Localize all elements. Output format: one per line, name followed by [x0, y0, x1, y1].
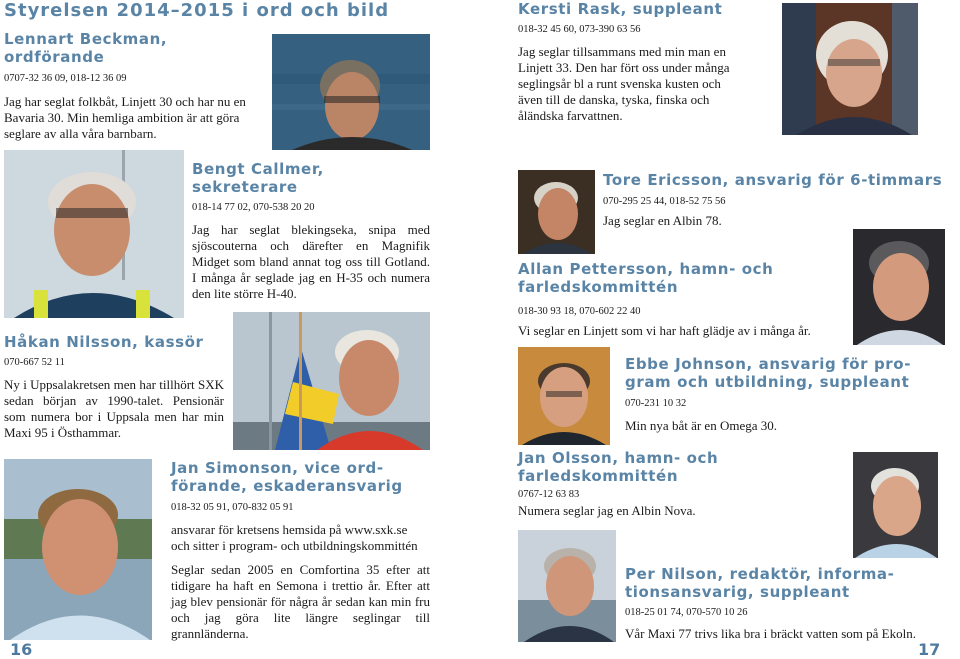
page-number-left: 16 — [10, 640, 33, 659]
bio-jan-olsson: Numera seglar jag en Albin Nova. — [518, 503, 696, 518]
person-heading-per: Per Nilson, redaktör, informa- tionsansvarig, suppleant — [625, 565, 895, 601]
bio-jan-simonson-role: ansvarar för kretsens hemsida på www.sxk.se och sitter i program- och utbildningskommittén — [171, 522, 418, 553]
phone-allan: 018-30 93 18, 070-602 22 40 — [518, 306, 641, 317]
bio-bengt: Jag har seglat blekingseka, snipa med sjöscouterna och därefter en Magnifik Midget som bland annat tog oss till Gotland. I många år seglade jag en H-35 och numera den lite större H-40. — [192, 222, 430, 301]
bio-lennart: Jag har seglat folkbåt, Linjett 30 och har nu en Bavaria 30. Min hemliga ambition är att göra seglare av alla våra barnbarn. — [4, 94, 246, 141]
phone-per: 018-25 01 74, 070-570 10 26 — [625, 607, 748, 618]
person-heading-jan-olsson: Jan Olsson, hamn- och farledskommittén — [518, 449, 719, 485]
bio-per: Vår Maxi 77 trivs lika bra i bräckt vatten som på Ekoln. — [625, 626, 916, 641]
photo-lennart — [272, 34, 430, 150]
phone-hakan: 070-667 52 11 — [4, 357, 65, 368]
photo-jan-olsson — [853, 452, 938, 558]
person-heading-lennart: Lennart Beckman, ordförande — [4, 30, 168, 66]
photo-jan-simonson — [233, 312, 430, 450]
bio-hakan: Ny i Uppsalakretsen men har tillhört SXK sedan början av 1990-talet. Pensionär som numera bor i Uppsala men har min Maxi 95 i Östhammar. — [4, 377, 224, 440]
photo-tore — [518, 170, 595, 254]
phone-kersti: 018-32 45 60, 073-390 63 56 — [518, 24, 641, 35]
photo-ebbe — [518, 347, 610, 445]
phone-jan-olsson: 0767-12 63 83 — [518, 489, 580, 500]
photo-kersti — [782, 3, 918, 135]
phone-lennart: 0707-32 36 09, 018-12 36 09 — [4, 73, 127, 84]
bio-kersti: Jag seglar tillsammans med min man en Linjett 33. Den har fört oss under många seglingsår bl a runt svenska kusten och även till de danska, tyska, finska och åländska farvattnen. — [518, 44, 730, 123]
phone-bengt: 018-14 77 02, 070-538 20 20 — [192, 202, 315, 213]
photo-per — [518, 530, 616, 642]
bio-tore: Jag seglar en Albin 78. — [603, 213, 722, 228]
phone-ebbe: 070-231 10 32 — [625, 398, 687, 409]
person-heading-bengt: Bengt Callmer, sekreterare — [192, 160, 324, 196]
person-heading-tore: Tore Ericsson, ansvarig för 6-timmars — [603, 171, 943, 189]
bio-allan: Vi seglar en Linjett som vi har haft glädje av i många år. — [518, 323, 811, 338]
page-title: Styrelsen 2014–2015 i ord och bild — [4, 0, 390, 21]
photo-hakan — [4, 459, 152, 640]
photo-bengt — [4, 150, 184, 318]
phone-jan-simonson: 018-32 05 91, 070-832 05 91 — [171, 502, 294, 513]
bio-ebbe: Min nya båt är en Omega 30. — [625, 418, 777, 433]
phone-tore: 070-295 25 44, 018-52 75 56 — [603, 196, 726, 207]
person-heading-kersti: Kersti Rask, suppleant — [518, 0, 723, 18]
person-heading-ebbe: Ebbe Johnson, ansvarig för pro- gram och utbildning, suppleant — [625, 355, 912, 391]
bio-jan-simonson: Seglar sedan 2005 en Comfortina 35 efter att tidigare ha haft en Semona i trettio år. Efter att jag blev pensionär för några år sedan kan min fru och jag göra lite längre seglingar till grannländerna. — [171, 562, 430, 641]
person-heading-hakan: Håkan Nilsson, kassör — [4, 333, 204, 351]
page-number-right: 17 — [918, 640, 941, 659]
photo-allan — [853, 229, 945, 345]
person-heading-jan-simonson: Jan Simonson, vice ord- förande, eskaderansvarig — [171, 459, 403, 495]
person-heading-allan: Allan Pettersson, hamn- och farledskommittén — [518, 260, 774, 296]
